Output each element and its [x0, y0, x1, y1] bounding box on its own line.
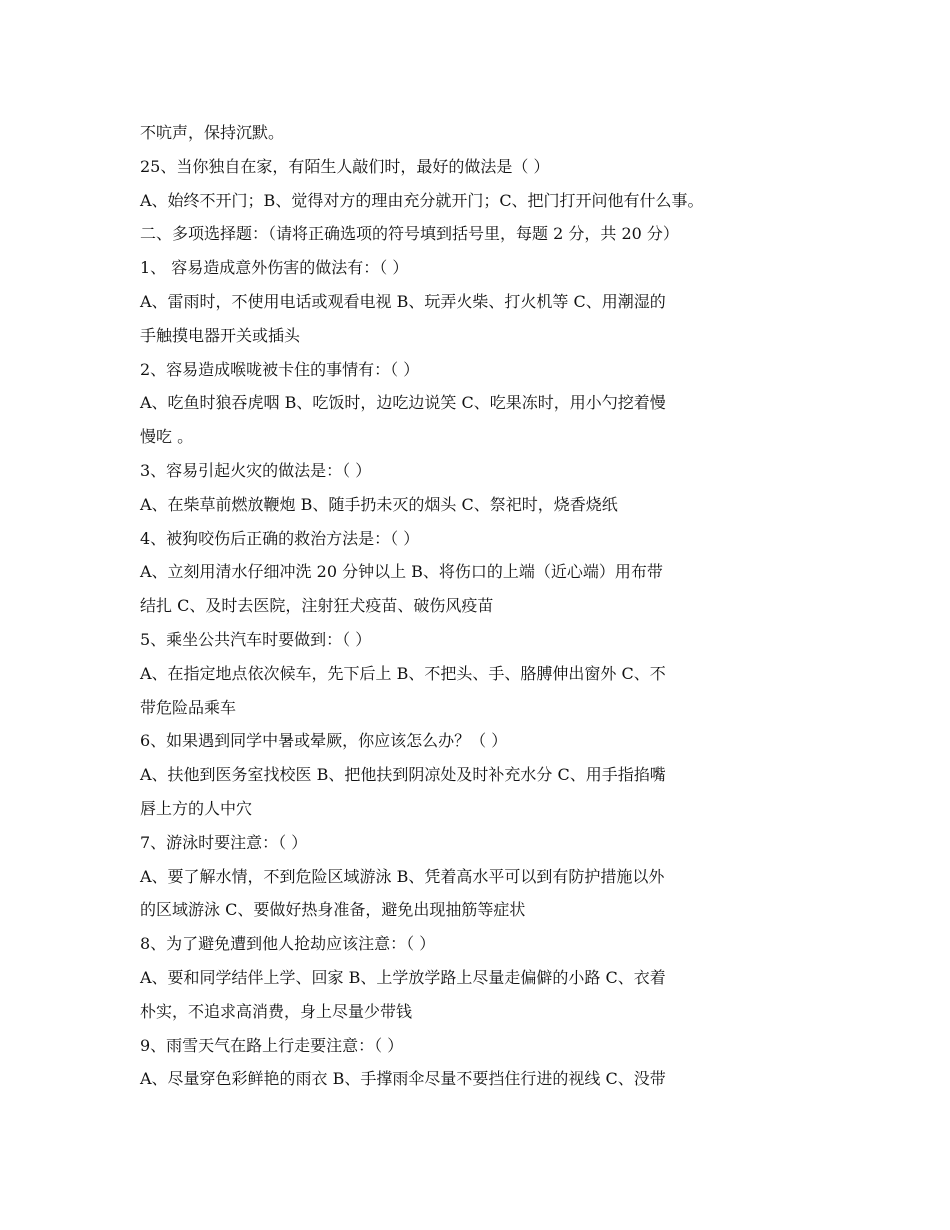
question-8-options: A、要和同学结伴上学、回家 B、上学放学路上尽量走偏僻的小路 C、衣着	[140, 967, 666, 987]
question-4: 4、被狗咬伤后正确的救治方法是：（ ）	[140, 528, 420, 548]
question-1-options: A、雷雨时，不使用电话或观看电视 B、玩弄火柴、打火机等 C、用潮湿的	[140, 291, 666, 311]
text-line: 不吭声，保持沉默。	[140, 123, 285, 142]
question-3: 3、容易引起火灾的做法是：（ ）	[140, 460, 372, 480]
question-7: 7、游泳时要注意：（ ）	[140, 832, 308, 852]
question-1-options-cont: 手触摸电器开关或插头	[140, 325, 301, 345]
question-8: 8、为了避免遭到他人抢劫应该注意：（ ）	[140, 934, 436, 954]
question-7-options-cont: 的区域游泳 C、要做好热身准备，避免出现抽筋等症状	[140, 900, 526, 920]
question-25: 25、当你独自在家，有陌生人敲们时，最好的做法是（ ）	[140, 156, 550, 176]
question-5: 5、乘坐公共汽车时要做到：（ ）	[140, 629, 372, 649]
question-25-options: A、始终不开门；B、觉得对方的理由充分就开门；C、把门打开问他有什么事。	[140, 190, 704, 210]
question-9-options: A、尽量穿色彩鲜艳的雨衣 B、手撑雨伞尽量不要挡住行进的视线 C、没带	[140, 1069, 666, 1089]
question-7-options: A、要了解水情，不到危险区域游泳 B、凭着高水平可以到有防护措施以外	[140, 866, 665, 886]
question-4-options-cont: 结扎 C、及时去医院，注射狂犬疫苗、破伤风疫苗	[140, 596, 494, 616]
question-6-options: A、扶他到医务室找校医 B、把他扶到阴凉处及时补充水分 C、用手指掐嘴	[140, 765, 666, 785]
question-2: 2、容易造成喉咙被卡住的事情有：（ ）	[140, 359, 420, 379]
question-8-options-cont: 朴实，不追求高消费，身上尽量少带钱	[140, 1001, 413, 1021]
question-4-options: A、立刻用清水仔细冲洗 20 分钟以上 B、将伤口的上端（近心端）用布带	[140, 562, 663, 582]
question-9: 9、雨雪天气在路上行走要注意：（ ）	[140, 1035, 404, 1055]
question-5-options: A、在指定地点依次候车，先下后上 B、不把头、手、胳膊伸出窗外 C、不	[140, 663, 666, 683]
section-heading-multiple-choice: 二、多项选择题：（请将正确选项的符号填到括号里，每题 2 分，共 20 分）	[140, 224, 679, 244]
question-2-options-cont: 慢吃 。	[140, 427, 194, 447]
question-5-options-cont: 带危险品乘车	[140, 697, 237, 717]
question-6-options-cont: 唇上方的人中穴	[140, 798, 253, 818]
question-2-options: A、吃鱼时狼吞虎咽 B、吃饭时，边吃边说笑 C、吃果冻时，用小勺挖着慢	[140, 393, 666, 413]
question-1: 1、 容易造成意外伤害的做法有：（ ）	[140, 258, 409, 278]
question-3-options: A、在柴草前燃放鞭炮 B、随手扔未灭的烟头 C、祭祀时，烧香烧纸	[140, 494, 618, 514]
document-body	[140, 116, 800, 1096]
question-6: 6、如果遇到同学中暑或晕厥，你应该怎么办？（ ）	[140, 731, 508, 751]
